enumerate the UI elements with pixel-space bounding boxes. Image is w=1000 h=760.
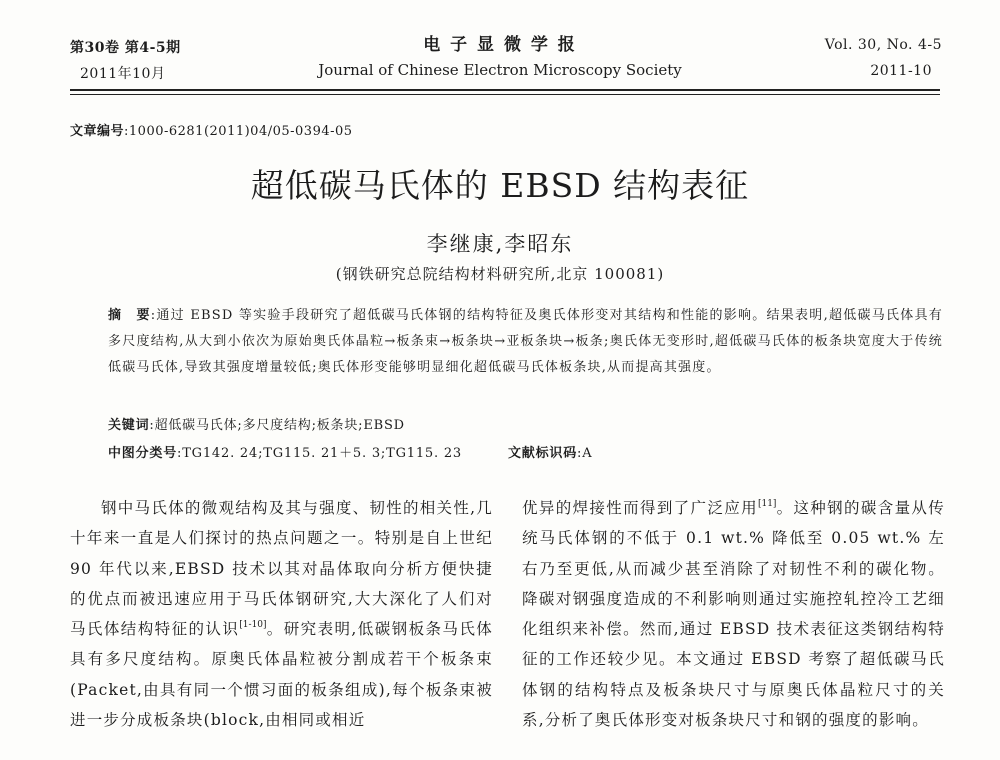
header-date-en: 2011-10 <box>870 63 932 79</box>
article-id-value: :1000-6281(2011)04/05-0394-05 <box>124 124 353 139</box>
body-column-right <box>522 493 945 735</box>
abstract-label: 摘 要 <box>108 308 151 323</box>
classification <box>108 442 462 461</box>
keywords-text: :超低碳马氏体;多尺度结构;板条块;EBSD <box>149 418 405 433</box>
keywords-label: 关键词 <box>108 418 150 433</box>
body-text: 。这种钢的碳含量从传统马氏体钢的不低于 0.1 wt.% 降低至 0.05 wt.% 左右乃至更低,从而减少甚至消除了对韧性不利的碳化物。降碳对钢强度造成的不利影响则通过实施控轧控冷工艺细化组织来补偿。然而,通过 EBSD 技术表征这类钢结构特征的工作还较少见。本文通过 EBSD 考察了超低碳马氏体钢的结构特点及板条块尺寸与原奥氏体晶粒尺寸的关系,分析了奥氏体形变对板条块尺寸和钢的强度的影响。 <box>522 499 945 730</box>
citation: [1-10] <box>239 620 267 631</box>
abstract-text: :通过 EBSD 等实验手段研究了超低碳马氏体钢的结构特征及奥氏体形变对其结构和性能的影响。结果表明,超低碳马氏体具有多尺度结构,从大到小依次为原始奥氏体晶粒→板条束→板条块→亚板条块→板条;奥氏体无变形时,超低碳马氏体的板条块宽度大于传统低碳马氏体,导致其强度增量较低;奥氏体形变能够明显细化超低碳马氏体板条块,从而提高其强度。 <box>108 308 943 375</box>
classification-label: 中图分类号 <box>108 446 178 461</box>
citation: [11] <box>757 499 777 509</box>
header-volume: 第30卷 第4-5期 <box>70 40 181 56</box>
article-id-label: 文章编号 <box>70 124 125 139</box>
body-text: 优异的焊接性而得到了广泛应用 <box>522 499 758 517</box>
document-code-label: 文献标识码 <box>508 446 578 461</box>
body-text: 。研究表明,低碳钢板条马氏体具有多尺度结构。原奥氏体晶粒被分割成若干个板条束(Packet,由具有同一个惯习面的板条组成),每个板条束被进一步分成板条块(block,由相同或相近 <box>70 620 493 730</box>
body-paragraph <box>522 493 945 735</box>
body-text: 钢中马氏体的微观结构及其与强度、韧性的相关性,几十年来一直是人们探讨的热点问题之一。特别是自上世纪 90 年代以来,EBSD 技术以其对晶体取向分析方便快捷的优点而被迅速应用于马氏体钢研究,大大深化了人们对马氏体结构特征的认识 <box>70 499 493 639</box>
journal-title-en: Journal of Chinese Electron Microscopy Society <box>318 61 682 79</box>
document-code-value: :A <box>577 446 593 461</box>
affiliation: (钢铁研究总院结构材料研究所,北京 100081) <box>335 265 665 283</box>
header-rule-thin <box>70 94 940 95</box>
document-code <box>508 442 592 461</box>
authors: 李继康,李昭东 <box>426 232 574 256</box>
article-id <box>70 120 353 139</box>
keywords <box>108 414 405 433</box>
journal-title-cn: 电 子 显 微 学 报 <box>423 35 577 55</box>
body-paragraph <box>70 493 493 735</box>
header-date: 2011年10月 <box>80 66 166 82</box>
abstract <box>108 303 943 381</box>
header-volume-en: Vol. 30, No. 4-5 <box>824 37 942 53</box>
page-title: 超低碳马氏体的 EBSD 结构表征 <box>250 166 750 205</box>
body-column-left <box>70 493 493 735</box>
classification-text: :TG142. 24;TG115. 21＋5. 3;TG115. 23 <box>177 446 462 461</box>
header-rule-thick <box>70 89 940 91</box>
